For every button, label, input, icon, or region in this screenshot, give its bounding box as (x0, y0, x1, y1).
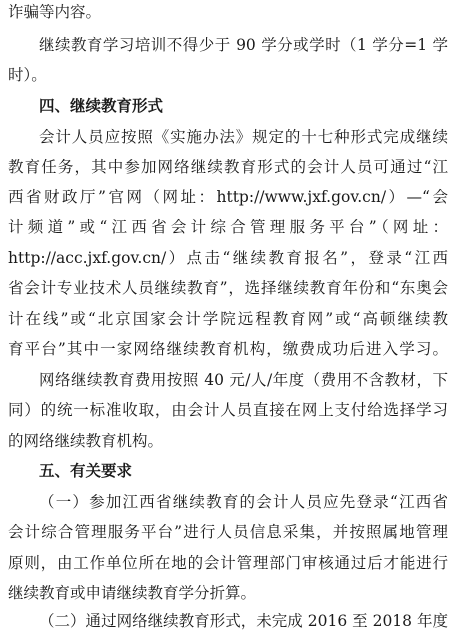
text-line: 诈骗等内容。 (8, 3, 102, 21)
text-line: 省会计专业技术人员继续教育”，选择继续教育年份和“东奥会 (8, 279, 448, 297)
section-heading: 五、有关要求 (39, 462, 133, 480)
text-line: 继续教育学习培训不得少于 90 学分或学时（1 学分=1 学 (39, 36, 448, 54)
text-line: 时）。 (8, 66, 47, 84)
text-line: http://acc.jxf.gov.cn/）点击“继续教育报名”，登录“江西 (8, 249, 448, 267)
text-line: 计在线”或“北京国家会计学院远程教育网”或“高顿继续教 (8, 310, 448, 328)
text-line: 教育任务，其中参加网络继续教育形式的会计人员可通过“江 (8, 158, 448, 176)
text-line: 原则，由工作单位所在地的会计管理部门审核通过后才能进行 (8, 554, 448, 572)
text-line: 计频道”或“江西省会计综合管理服务平台”（网址： (8, 218, 448, 236)
text-line: 会计人员应按照《实施办法》规定的十七种形式完成继续 (39, 128, 448, 146)
text-line: 西省财政厅”官网（网址：http://www.jxf.gov.cn/）—“会 (8, 188, 448, 206)
text-line: 同）的统一标准收取，由会计人员直接在网上支付给选择学习 (8, 401, 448, 419)
text-line: 育平台”其中一家网络继续教育机构，缴费成功后进入学习。 (8, 340, 448, 358)
text-line: （一）参加江西省继续教育的会计人员应先登录“江西省 (39, 493, 448, 511)
text-line: 继续教育或申请继续教育学分折算。 (8, 584, 257, 602)
section-heading: 四、继续教育形式 (39, 97, 164, 115)
text-line: 网络继续教育费用按照 40 元/人/年度（费用不含教材，下 (39, 371, 448, 389)
text-line: （二）通过网络继续教育形式，未完成 2016 至 2018 年度 (39, 612, 448, 630)
text-line: 的网络继续教育机构。 (8, 432, 164, 450)
text-line: 会计综合管理服务平台”进行人员信息采集，并按照属地管理 (8, 523, 448, 541)
